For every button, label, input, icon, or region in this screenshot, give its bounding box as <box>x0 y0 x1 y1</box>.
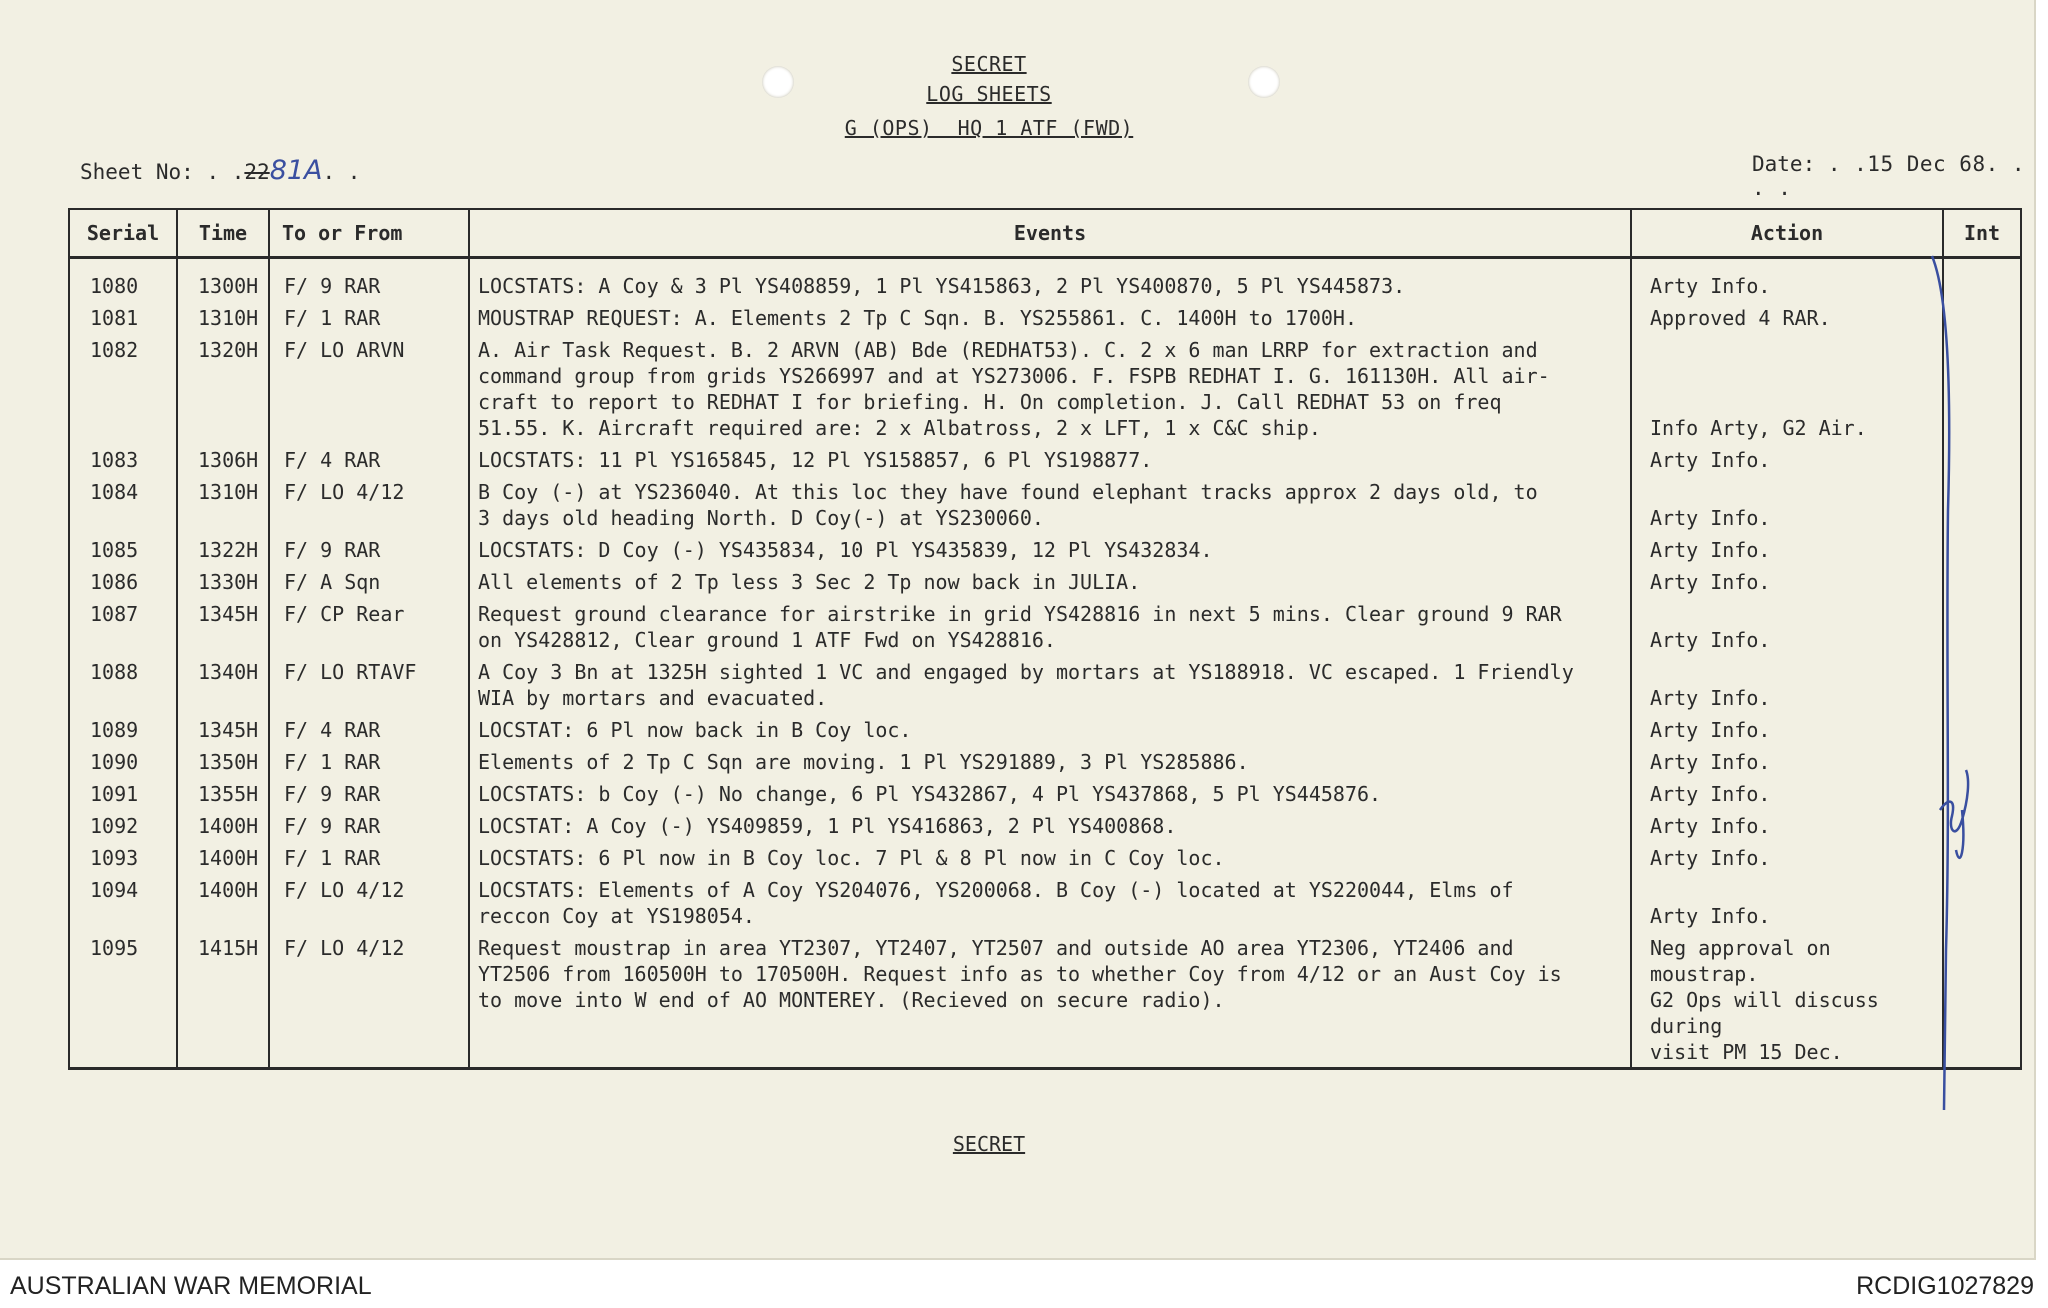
table-row <box>69 333 2021 443</box>
action-cell: Arty Info. <box>1631 713 1943 745</box>
serial-cell: 1086 <box>69 565 177 597</box>
events-cell: B Coy (-) at YS236040. At this loc they have found elephant tracks approx 2 days old, to 3 days old heading North. D Coy(-) at YS230060. <box>469 475 1631 533</box>
table-row <box>69 713 2021 745</box>
time-cell: 1345H <box>177 597 269 655</box>
serial-cell: 1088 <box>69 655 177 713</box>
date-label: Date: <box>1752 152 1816 176</box>
action-cell: Arty Info. <box>1631 655 1943 713</box>
action-cell: Arty Info. <box>1631 777 1943 809</box>
to-or-from-cell: F/ LO ARVN <box>269 333 469 443</box>
serial-cell: 1090 <box>69 745 177 777</box>
time-cell: 1355H <box>177 777 269 809</box>
events-cell: LOCSTAT: A Coy (-) YS409859, 1 Pl YS416863, 2 Pl YS400868. <box>469 809 1631 841</box>
to-or-from-cell: F/ 9 RAR <box>269 258 469 302</box>
action-cell: Arty Info. <box>1631 475 1943 533</box>
serial-cell: 1095 <box>69 931 177 1069</box>
to-or-from-cell: F/ LO 4/12 <box>269 931 469 1069</box>
serial-cell: 1083 <box>69 443 177 475</box>
action-cell: Arty Info. <box>1631 809 1943 841</box>
serial-cell: 1082 <box>69 333 177 443</box>
time-cell: 1400H <box>177 809 269 841</box>
table-header-row <box>69 209 2021 258</box>
table-row <box>69 931 2021 1069</box>
sheet-number-struck: 22 <box>244 160 270 184</box>
to-or-from-cell: F/ 1 RAR <box>269 301 469 333</box>
serial-cell: 1091 <box>69 777 177 809</box>
serial-cell: 1093 <box>69 841 177 873</box>
table-row <box>69 533 2021 565</box>
action-cell: Approved 4 RAR. <box>1631 301 1943 333</box>
events-cell: LOCSTAT: 6 Pl now back in B Coy loc. <box>469 713 1631 745</box>
time-cell: 1350H <box>177 745 269 777</box>
archive-credit: AUSTRALIAN WAR MEMORIAL <box>10 1272 372 1300</box>
serial-cell: 1092 <box>69 809 177 841</box>
serial-cell: 1094 <box>69 873 177 931</box>
to-or-from-cell: F/ 4 RAR <box>269 713 469 745</box>
column-header-events: Events <box>469 209 1631 258</box>
document-title: LOG SHEETS <box>926 82 1052 106</box>
time-cell: 1400H <box>177 873 269 931</box>
action-cell: Arty Info. <box>1631 565 1943 597</box>
events-cell: A. Air Task Request. B. 2 ARVN (AB) Bde (REDHAT53). C. 2 x 6 man LRRP for extraction and command group from grids YS266997 and at YS273006. F. FSPB REDHAT I. G. 161130H. All air- craft to report to REDHAT I for briefing. H. On completion. J. Call REDHAT 53 on freq 51.55. K. Aircraft required are: 2 x Albatross, 2 x LFT, 1 x C&C ship. <box>469 333 1631 443</box>
archive-reference: RCDIG1027829 <box>1856 1272 2034 1300</box>
table-row <box>69 258 2021 302</box>
serial-cell: 1081 <box>69 301 177 333</box>
unit-heading: G (OPS) HQ 1 ATF (FWD) <box>844 116 1134 140</box>
handwritten-initial-mark <box>1922 250 1982 1120</box>
events-cell: Request ground clearance for airstrike in grid YS428816 in next 5 mins. Clear ground 9 RAR on YS428812, Clear ground 1 ATF Fwd on YS428816. <box>469 597 1631 655</box>
serial-cell: 1080 <box>69 258 177 302</box>
action-cell: Info Arty, G2 Air. <box>1631 333 1943 443</box>
events-cell: LOCSTATS: A Coy & 3 Pl YS408859, 1 Pl YS415863, 2 Pl YS400870, 5 Pl YS445873. <box>469 258 1631 302</box>
time-cell: 1310H <box>177 301 269 333</box>
events-cell: Elements of 2 Tp C Sqn are moving. 1 Pl YS291889, 3 Pl YS285886. <box>469 745 1631 777</box>
table-row <box>69 443 2021 475</box>
action-cell: Neg approval on moustrap. G2 Ops will discuss during visit PM 15 Dec. <box>1631 931 1943 1069</box>
serial-cell: 1084 <box>69 475 177 533</box>
action-cell: Arty Info. <box>1631 841 1943 873</box>
action-cell: Arty Info. <box>1631 597 1943 655</box>
time-cell: 1322H <box>177 533 269 565</box>
time-cell: 1320H <box>177 333 269 443</box>
serial-cell: 1087 <box>69 597 177 655</box>
events-cell: LOCSTATS: 11 Pl YS165845, 12 Pl YS158857, 6 Pl YS198877. <box>469 443 1631 475</box>
sheet-number <box>80 155 360 186</box>
time-cell: 1330H <box>177 565 269 597</box>
column-header-action: Action <box>1631 209 1943 258</box>
time-cell: 1400H <box>177 841 269 873</box>
to-or-from-cell: F/ LO 4/12 <box>269 475 469 533</box>
time-cell: 1340H <box>177 655 269 713</box>
events-cell: LOCSTATS: b Coy (-) No change, 6 Pl YS432867, 4 Pl YS437868, 5 Pl YS445876. <box>469 777 1631 809</box>
table-row <box>69 301 2021 333</box>
column-header-time: Time <box>177 209 269 258</box>
to-or-from-cell: F/ 4 RAR <box>269 443 469 475</box>
column-header-int: Int <box>1943 209 2021 258</box>
action-cell: Arty Info. <box>1631 745 1943 777</box>
table-row <box>69 565 2021 597</box>
sheet-number-label: Sheet No: <box>80 160 194 184</box>
time-cell: 1300H <box>177 258 269 302</box>
events-cell: All elements of 2 Tp less 3 Sec 2 Tp now back in JULIA. <box>469 565 1631 597</box>
table-row <box>69 777 2021 809</box>
events-cell: LOCSTATS: D Coy (-) YS435834, 10 Pl YS435839, 12 Pl YS432834. <box>469 533 1631 565</box>
date-field <box>1752 152 2034 200</box>
to-or-from-cell: F/ 1 RAR <box>269 745 469 777</box>
classification-footer: SECRET <box>952 1132 1026 1156</box>
table-row <box>69 745 2021 777</box>
column-header-serial: Serial <box>69 209 177 258</box>
log-table <box>68 208 2022 1070</box>
classification-header: SECRET <box>951 52 1027 76</box>
to-or-from-cell: F/ 9 RAR <box>269 777 469 809</box>
serial-cell: 1085 <box>69 533 177 565</box>
action-cell: Arty Info. <box>1631 873 1943 931</box>
to-or-from-cell: F/ 9 RAR <box>269 533 469 565</box>
date-value: . .15 Dec 68. . . . <box>1752 152 2026 200</box>
events-cell: Request moustrap in area YT2307, YT2407, YT2507 and outside AO area YT2306, YT2406 and YT2506 from 160500H to 170500H. Request info as to whether Coy from 4/12 or an Aust Coy is to move into W end of AO MONTEREY. (Recieved on secure radio). <box>469 931 1631 1069</box>
table-row <box>69 809 2021 841</box>
to-or-from-cell: F/ CP Rear <box>269 597 469 655</box>
table-row <box>69 655 2021 713</box>
to-or-from-cell: F/ LO RTAVF <box>269 655 469 713</box>
action-cell: Arty Info. <box>1631 533 1943 565</box>
column-header-to-or-from: To or From <box>269 209 469 258</box>
sheet-number-prefix: . . <box>206 160 245 184</box>
sheet-number-handwritten: 81A <box>269 155 323 186</box>
time-cell: 1415H <box>177 931 269 1069</box>
time-cell: 1310H <box>177 475 269 533</box>
to-or-from-cell: F/ 9 RAR <box>269 809 469 841</box>
sheet-number-suffix: . . <box>322 160 361 184</box>
table-row <box>69 873 2021 931</box>
events-cell: MOUSTRAP REQUEST: A. Elements 2 Tp C Sqn. B. YS255861. C. 1400H to 1700H. <box>469 301 1631 333</box>
to-or-from-cell: F/ LO 4/12 <box>269 873 469 931</box>
action-cell: Arty Info. <box>1631 443 1943 475</box>
table-row <box>69 475 2021 533</box>
log-table-body <box>69 258 2021 1069</box>
action-cell: Arty Info. <box>1631 258 1943 302</box>
table-row <box>69 841 2021 873</box>
serial-cell: 1089 <box>69 713 177 745</box>
table-row <box>69 597 2021 655</box>
events-cell: A Coy 3 Bn at 1325H sighted 1 VC and engaged by mortars at YS188918. VC escaped. 1 Friendly WIA by mortars and evacuated. <box>469 655 1631 713</box>
to-or-from-cell: F/ 1 RAR <box>269 841 469 873</box>
events-cell: LOCSTATS: Elements of A Coy YS204076, YS200068. B Coy (-) located at YS220044, Elms of reccon Coy at YS198054. <box>469 873 1631 931</box>
time-cell: 1345H <box>177 713 269 745</box>
time-cell: 1306H <box>177 443 269 475</box>
events-cell: LOCSTATS: 6 Pl now in B Coy loc. 7 Pl & 8 Pl now in C Coy loc. <box>469 841 1631 873</box>
to-or-from-cell: F/ A Sqn <box>269 565 469 597</box>
